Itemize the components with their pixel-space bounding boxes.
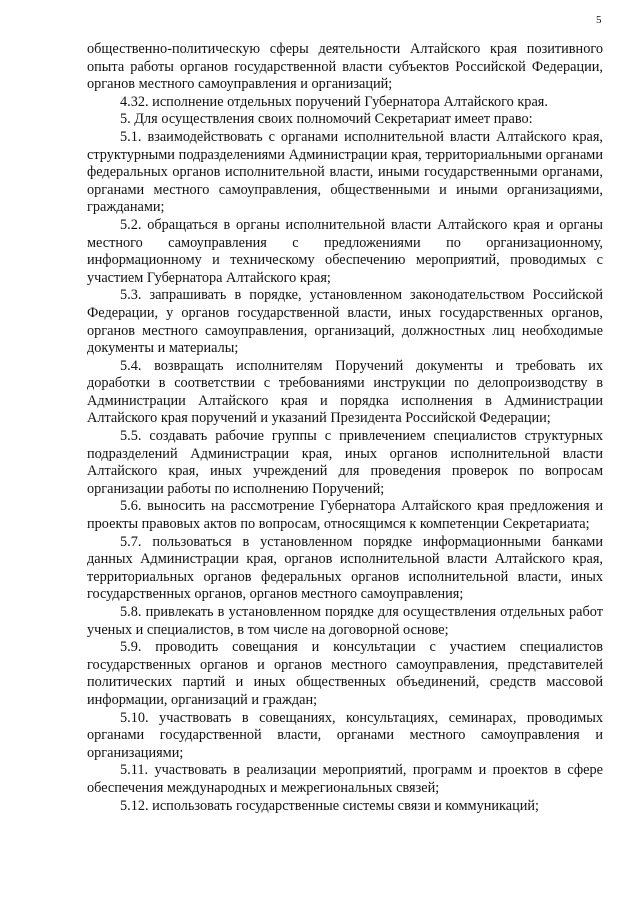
paragraph-5-9: 5.9. проводить совещания и консультации с участием специалистов государственных органов и органов местного самоуправления, представителей политических партий и иных общественных объединений, средств массовой информации, организаций и граждан; xyxy=(87,639,603,708)
paragraph-4-32: 4.32. исполнение отдельных поручений Губернатора Алтайского края. xyxy=(120,93,548,110)
paragraph-5-10: 5.10. участвовать в совещаниях, консультациях, семинарах, проводимых органами государственной власти, органами местного самоуправления и организациями; xyxy=(87,709,603,761)
paragraph-5-2: 5.2. обращаться в органы исполнительной власти Алтайского края и органы местного самоуправления с предложениями по организационному, информационному и техническому обеспечению мероприятий, проводимых с участием Губернатора Алтайского края; xyxy=(87,216,603,286)
paragraph-continuation: общественно-политическую сферы деятельности Алтайского края позитивного опыта работы органов государственной власти субъектов Российской Федерации, органов местного самоуправления и организаций; xyxy=(87,41,603,93)
paragraph-5-12: 5.12. использовать государственные системы связи и коммуникаций; xyxy=(120,797,540,814)
paragraph-5-3: 5.3. запрашивать в порядке, установленном законодательством Российской Федерации, у органов государственной власти, иных государственных органов, органов местного самоуправления, организаций, должностных лиц необходимые документы и материалы; xyxy=(87,287,603,357)
paragraph-5-7: 5.7. пользоваться в установленном порядке информационными банками данных Администрации края, органов исполнительной власти Алтайского края, территориальных органов федеральных органов исполнительной власти, иных государственных органов, органов местного самоуправления; xyxy=(87,533,603,603)
page-number: 5 xyxy=(596,14,602,26)
paragraph-5-5: 5.5. создавать рабочие группы с привлечением специалистов структурных подразделений Администрации края, иных органов исполнительной власти Алтайского края, иных учреждений для проведения проверок по вопросам организации работы по исполнению Поручений; xyxy=(87,428,603,497)
document-body xyxy=(87,41,603,815)
paragraph-5-4: 5.4. возвращать исполнителям Поручений документы и требовать их доработки в соответствии с требованиями инструкции по делопроизводству в Администрации Алтайского края и порядка исполнения в Администрации Алтайского края поручений и указаний Президента Российской Федерации; xyxy=(87,357,603,427)
paragraph-5-6: 5.6. выносить на рассмотрение Губернатора Алтайского края предложения и проекты правовых актов по вопросам, относящимся к компетенции Секретариата; xyxy=(87,498,603,533)
paragraph-5-11: 5.11. участвовать в реализации мероприятий, программ и проектов в сфере обеспечения международных и межрегиональных связей; xyxy=(87,762,603,796)
paragraph-5-8: 5.8. привлекать в установленном порядке для осуществления отдельных работ ученых и специалистов, в том числе на договорной основе; xyxy=(87,604,603,638)
paragraph-5: 5. Для осуществления своих полномочий Секретариат имеет право: xyxy=(120,111,533,128)
paragraph-5-1: 5.1. взаимодействовать с органами исполнительной власти Алтайского края, структурными подразделениями Администрации края, территориальными органами федеральных органов исполнительной власти, иными государственными органами, органами местного самоуправления, общественными и иными организациями, гражданами; xyxy=(87,128,603,216)
